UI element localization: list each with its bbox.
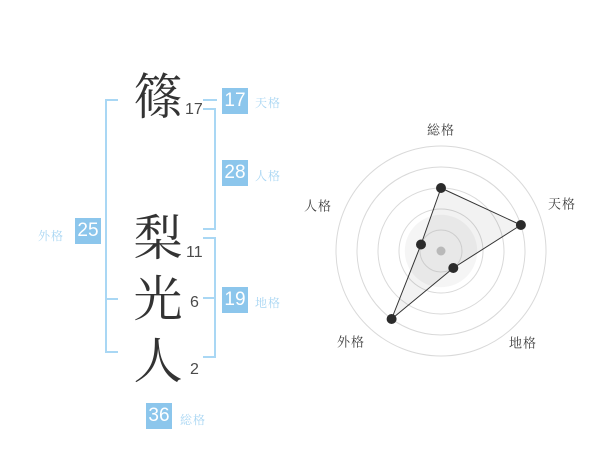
chikaku-value-badge: 19 <box>222 287 248 313</box>
radar-chart <box>300 110 600 390</box>
jinkaku-bracket <box>203 109 215 229</box>
soukaku-value-badge: 36 <box>146 403 172 429</box>
radar-point <box>387 314 397 324</box>
radar-point <box>516 220 526 230</box>
stroke-count-2: 11 <box>186 244 203 261</box>
radar-axis-label: 総格 <box>426 122 456 138</box>
jinkaku-label: 人格 <box>255 169 282 183</box>
gaikaku-value-badge: 25 <box>75 218 101 244</box>
radar-axis-label: 天格 <box>547 196 577 212</box>
radar-point <box>416 240 426 250</box>
kanji-given-1: 梨 <box>133 212 183 266</box>
radar-center-dot <box>437 247 446 256</box>
radar-point <box>448 263 458 273</box>
chikaku-bracket <box>203 238 215 357</box>
tenkaku-value-badge: 17 <box>222 88 248 114</box>
gaikaku-label: 外格 <box>38 229 65 243</box>
radar-axis-label: 地格 <box>508 335 538 351</box>
tenkaku-label: 天格 <box>255 96 282 110</box>
radar-point <box>436 183 446 193</box>
radar-chart-svg <box>300 110 600 390</box>
radar-axis-label: 人格 <box>303 198 333 214</box>
soukaku-label: 総格 <box>180 413 207 427</box>
radar-axis-label: 外格 <box>336 334 366 350</box>
kanji-given-2: 光 <box>133 273 183 327</box>
chikaku-label: 地格 <box>255 296 282 310</box>
kanji-given-3: 人 <box>133 335 183 389</box>
jinkaku-value-badge: 28 <box>222 160 248 186</box>
gaikaku-bracket <box>106 100 118 352</box>
stroke-count-3: 6 <box>190 294 199 311</box>
kanji-surname-1: 篠 <box>133 71 183 125</box>
stroke-count-1: 17 <box>185 101 203 118</box>
stroke-count-4: 2 <box>190 361 199 378</box>
